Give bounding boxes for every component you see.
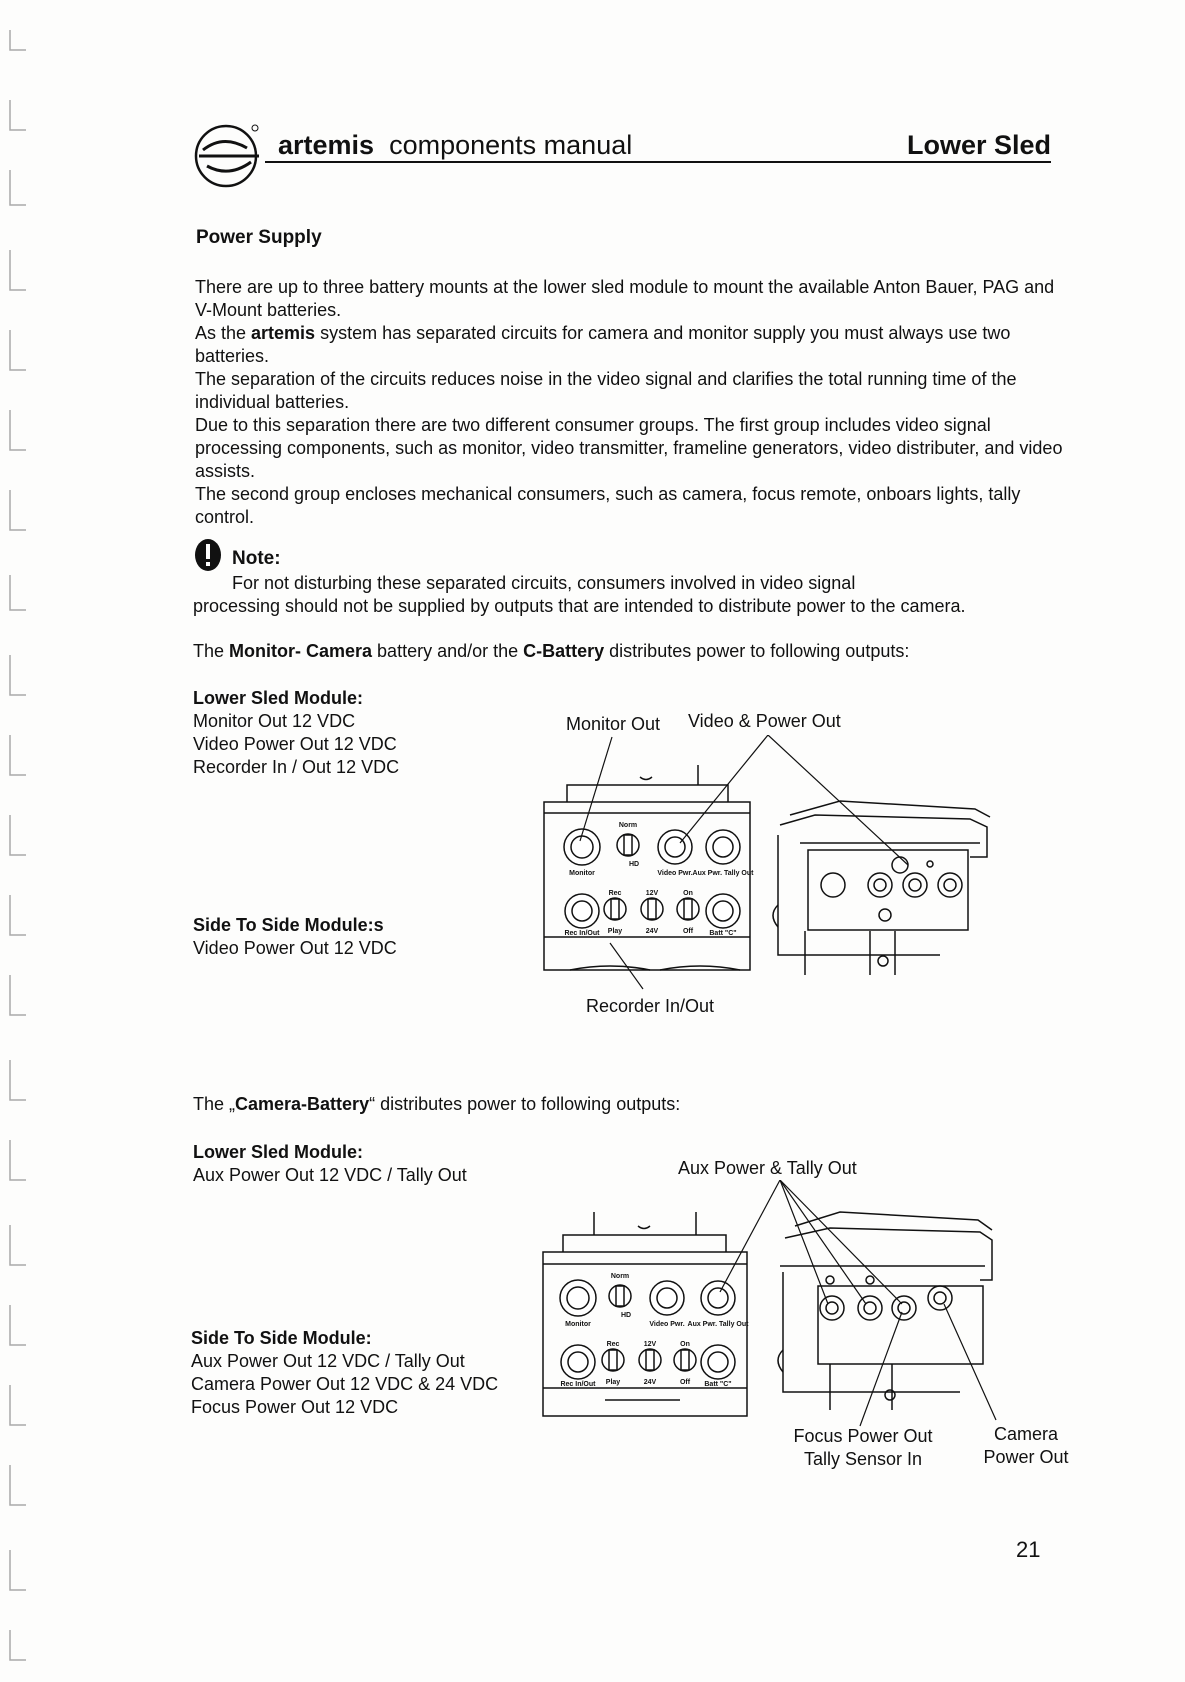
callout-aux-power-tally: Aux Power & Tally Out xyxy=(678,1158,857,1178)
section2-side-item: Aux Power Out 12 VDC / Tally Out xyxy=(191,1351,465,1371)
paragraph-1: There are up to three battery mounts at the lower sled module to mount the available Anton Bauer, PAG and V-Mount batteries. xyxy=(195,277,1055,320)
power-supply-heading: Power Supply xyxy=(196,227,322,248)
panel-label-aux-pwr: Aux Pwr. Tally Out xyxy=(687,1321,749,1328)
section1-lower-sled-item: Video Power Out 12 VDC xyxy=(193,734,397,754)
panel-label-video-pwr: Video Pwr. xyxy=(657,870,693,877)
callout-focus-power: Focus Power Out Tally Sensor In xyxy=(793,1426,933,1469)
section-title: Lower Sled xyxy=(906,130,1051,160)
page-number: 21 xyxy=(1016,1537,1041,1562)
callout-monitor-out: Monitor Out xyxy=(566,714,661,734)
panel-label-hd: HD xyxy=(628,861,640,868)
panel-label-play: Play xyxy=(605,1379,621,1386)
section1-side-item: Video Power Out 12 VDC xyxy=(193,938,397,958)
paragraph-5: The second group encloses mechanical consumers, such as camera, focus remote, onboars lights, tally control. xyxy=(195,484,1021,527)
callout-camera-power: Camera Power Out xyxy=(983,1424,1069,1467)
artemis-logo-icon xyxy=(193,120,263,192)
section2-side-item: Focus Power Out 12 VDC xyxy=(191,1397,399,1417)
panel-label-on: On xyxy=(680,1341,690,1348)
section1-side-heading: Side To Side Module:s xyxy=(193,915,384,935)
panel-label-off: Off xyxy=(682,928,694,935)
note-line-1: For not disturbing these separated circuits, consumers involved in video signal xyxy=(232,573,856,593)
side-module-drawing xyxy=(773,801,990,975)
panel-label-rec: Rec xyxy=(608,890,622,897)
connector-row-1 xyxy=(564,829,740,865)
panel-label-on: On xyxy=(683,890,693,897)
callout-video-power-out: Video & Power Out xyxy=(688,711,841,731)
callout-recorder: Recorder In/Out xyxy=(586,996,715,1016)
header-title xyxy=(278,130,632,161)
section2-side-item: Camera Power Out 12 VDC & 24 VDC xyxy=(191,1374,499,1394)
section2-lower-sled-heading: Lower Sled Module: xyxy=(193,1142,364,1162)
paragraph-4: Due to this separation there are two different consumer groups. The first group includes video signal processing components, such as monitor, video transmitter, frameline generators, video distributer, and video assists. xyxy=(195,415,1063,481)
panel-label-norm: Norm xyxy=(618,822,638,829)
section1-intro: The Monitor- Camera battery and/or the C-Battery distributes power to following outputs: xyxy=(193,641,910,661)
connector-row-2 xyxy=(561,1345,735,1379)
panel-label-hd: HD xyxy=(620,1312,632,1319)
section2-intro: The „Camera-Battery“ distributes power to following outputs: xyxy=(193,1094,681,1114)
section1-lower-sled-item: Monitor Out 12 VDC xyxy=(193,711,356,731)
lower-sled-diagram-1 xyxy=(540,735,1000,997)
panel-label-rec-inout: Rec In/Out xyxy=(564,930,600,937)
header-rule xyxy=(265,161,1051,163)
lower-sled-diagram-2 xyxy=(540,1180,1000,1430)
section2-lower-sled-item: Aux Power Out 12 VDC / Tally Out xyxy=(193,1165,467,1185)
panel-label-12v: 12V xyxy=(645,890,659,897)
connector-row-2 xyxy=(565,894,740,928)
panel-label-batt-c: Batt "C" xyxy=(709,930,737,937)
brand-name: artemis xyxy=(278,130,375,160)
panel-label-batt-c: Batt "C" xyxy=(704,1381,732,1388)
connector-row-1 xyxy=(560,1280,735,1316)
section2-side-heading: Side To Side Module: xyxy=(191,1328,372,1348)
panel-label-monitor: Monitor xyxy=(569,870,595,877)
panel-label-24v: 24V xyxy=(643,1379,657,1386)
panel-label-aux-pwr: Aux Pwr. Tally Out xyxy=(692,870,754,877)
power-supply-body xyxy=(195,276,1075,529)
note-line-2: processing should not be supplied by outputs that are intended to distribute power to the camera. xyxy=(193,596,966,616)
panel-label-norm: Norm xyxy=(610,1273,630,1280)
section1-lower-sled-heading: Lower Sled Module: xyxy=(193,688,364,708)
section1-lower-sled-item: Recorder In / Out 12 VDC xyxy=(193,757,400,777)
panel-label-12v: 12V xyxy=(643,1341,657,1348)
note-label: Note: xyxy=(232,548,281,569)
panel-label-monitor: Monitor xyxy=(565,1321,591,1328)
side-module-drawing xyxy=(778,1212,992,1410)
manual-subtitle: components manual xyxy=(389,130,633,160)
panel-label-24v: 24V xyxy=(645,928,659,935)
warning-icon xyxy=(193,538,223,572)
paragraph-3: The separation of the circuits reduces noise in the video signal and clarifies the total running time of the individual batteries. xyxy=(195,369,1017,412)
panel-label-off: Off xyxy=(679,1379,691,1386)
panel-label-play: Play xyxy=(607,928,623,935)
panel-label-video-pwr: Video Pwr. xyxy=(649,1321,685,1328)
panel-label-rec: Rec xyxy=(606,1341,620,1348)
paragraph-2: As the artemis system has separated circuits for camera and monitor supply you must always use two batteries. xyxy=(195,323,1011,366)
binding-marks xyxy=(0,0,40,1682)
panel-label-rec-inout: Rec In/Out xyxy=(560,1381,596,1388)
